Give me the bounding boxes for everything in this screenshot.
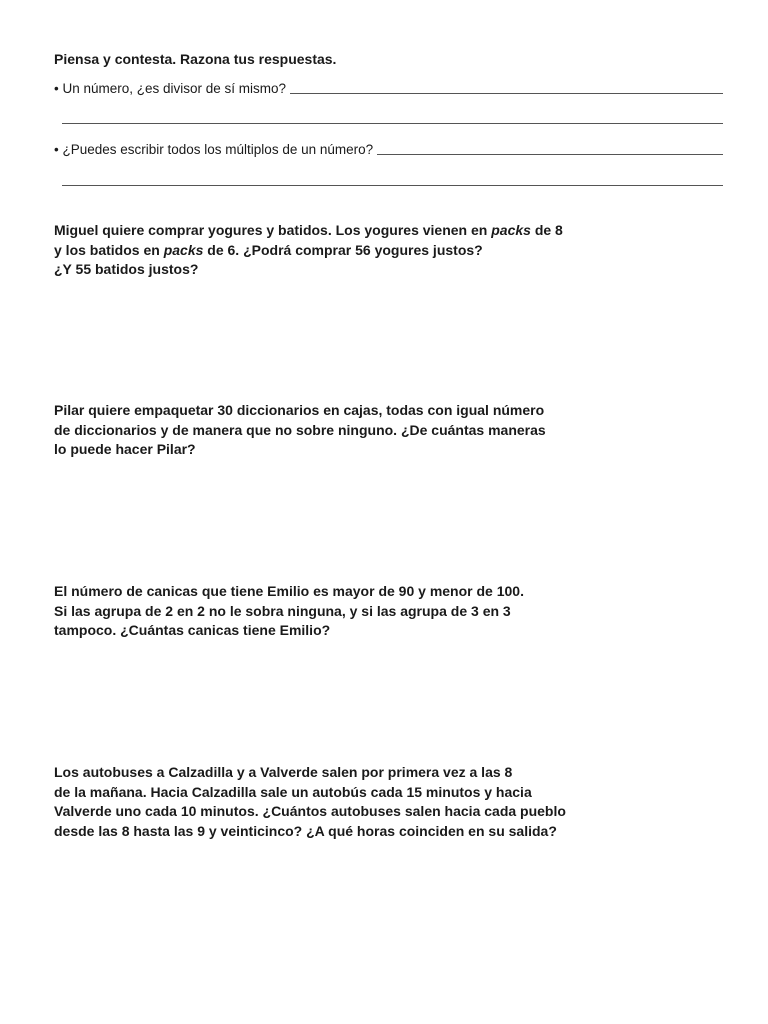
problem-emilio-line-3: tampoco. ¿Cuántas canicas tiene Emilio? [54,622,331,638]
answer-line-2b[interactable] [62,185,723,186]
question-1-text: • Un número, ¿es divisor de sí mismo? [54,81,287,96]
problem-miguel [54,221,624,280]
problem-miguel-line-2: y los batidos en packs de 6. ¿Podrá comprar 56 yogures justos? [54,241,483,258]
question-1 [54,80,723,98]
problem-pilar-line-1: Pilar quiere empaquetar 30 diccionarios en cajas, todas con igual número [54,402,545,418]
question-2 [54,141,723,159]
section-heading: Piensa y contesta. Razona tus respuestas. [54,51,337,67]
answer-line-1a[interactable] [290,93,723,94]
answer-line-1b[interactable] [62,123,723,124]
problem-autobuses-line-2: de la mañana. Hacia Calzadilla sale un autobús cada 15 minutos y hacia [54,783,532,800]
problem-emilio-line-2: Si las agrupa de 2 en 2 no le sobra ninguna, y si las agrupa de 3 en 3 [54,602,511,619]
answer-line-2a[interactable] [377,154,723,155]
problem-autobuses [54,763,654,841]
problem-miguel-line-1: Miguel quiere comprar yogures y batidos. Los yogures vienen en packs de 8 [54,222,563,238]
problem-autobuses-line-3: Valverde uno cada 10 minutos. ¿Cuántos autobuses salen hacia cada pueblo [54,803,566,819]
problem-miguel-line-3: ¿Y 55 batidos justos? [54,261,199,277]
question-2-text: • ¿Puedes escribir todos los múltiplos de un número? [54,142,374,157]
problem-emilio [54,582,624,641]
problem-emilio-line-1: El número de canicas que tiene Emilio es mayor de 90 y menor de 100. [54,583,524,599]
problem-autobuses-line-4: desde las 8 hasta las 9 y veinticinco? ¿A qué horas coinciden en su salida? [54,822,557,839]
problem-pilar-line-2: de diccionarios y de manera que no sobre ninguno. ¿De cuántas maneras [54,421,546,438]
problem-pilar [54,401,624,460]
problem-autobuses-line-1: Los autobuses a Calzadilla y a Valverde salen por primera vez a las 8 [54,764,513,780]
problem-pilar-line-3: lo puede hacer Pilar? [54,441,196,457]
